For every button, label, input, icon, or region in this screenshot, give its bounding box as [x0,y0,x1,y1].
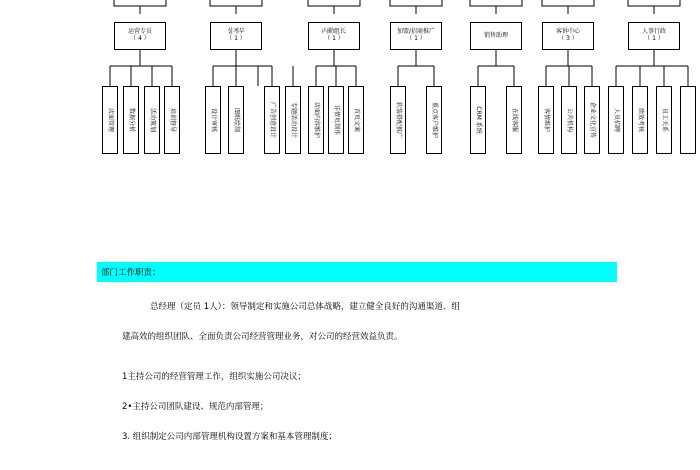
org-leaf [538,86,554,154]
org-leaf-label: 企业文化宣传 [589,101,596,139]
org-leaf [123,86,139,154]
org-leaf [102,86,118,154]
section-title-highlight [97,262,617,282]
org-node-level2 [308,22,360,50]
org-leaf [348,86,364,154]
org-leaf [561,86,577,154]
org-node-count: （ 1 ） [324,35,344,42]
org-leaf [584,86,600,154]
org-leaf [390,86,406,154]
org-leaf-label: 详情页制作 [333,104,340,136]
paragraph: 总经理（定员 1人）：领导制定和实施公司总体战略，建立健全良好的沟通渠道、组 [150,302,460,312]
org-leaf-label: 公共机构 [566,107,573,133]
org-node-count: （ 4 ） [130,35,150,42]
org-node-count: （ 3 ） [558,35,578,42]
org-leaf-label: 员工关系 [661,107,668,133]
org-node-count: （ 1 ） [226,35,246,42]
org-leaf-label: 在线客服 [511,107,518,133]
org-node-label: 客诉中心 [555,28,580,36]
org-leaf [285,86,301,154]
section-title: 部门工作职责： [101,268,161,278]
org-leaf [144,86,160,154]
paragraph: 建高效的组织团队、全面负责公司经营管理业务，对公司的经营效益负责。 [122,332,403,342]
paragraph: 3. 组织制定公司内部管理机构设置方案和基本管理制度； [122,432,337,442]
org-node-label: 설계부 [227,28,245,36]
org-leaf-label: 培训督导 [169,107,176,133]
org-leaf-label: 店面管理 [107,107,114,133]
org-leaf-label: 客情维护 [543,107,550,133]
paragraph: 1主持公司的经营管理工作，组织实施公司决议； [122,372,306,382]
org-leaf-label: CRM 系统 [475,106,482,134]
org-leaf [632,86,648,154]
org-leaf [164,86,180,154]
org-leaf-label: 软装搭配推广 [395,101,402,139]
org-node-label: 加盟/招商推广 [396,28,436,36]
org-node-level2 [542,22,594,50]
org-leaf [264,86,280,154]
org-chart [0,0,700,175]
org-leaf-label: 人员招聘 [613,107,620,133]
org-leaf [608,86,624,154]
org-node-level2 [470,22,522,50]
org-leaf-label: 活动策划 [149,107,156,133]
org-leaf [506,86,522,154]
org-leaf-label: 首页文案 [353,107,360,133]
org-leaf-label: 设计审核 [210,107,217,133]
org-node-level2 [114,22,166,50]
org-node-level2 [210,22,262,50]
org-leaf-label: 专题活动设计 [290,101,297,139]
org-node-level2 [390,22,442,50]
org-leaf [308,86,324,154]
org-node-level2 [628,22,680,50]
org-node-count: （ 1 ） [644,35,664,42]
org-leaf [328,86,344,154]
org-leaf [228,86,244,154]
org-leaf [426,86,442,154]
org-leaf-label: 图纸绘制 [233,107,240,133]
org-leaf [205,86,221,154]
org-leaf [680,86,696,154]
org-leaf [470,86,486,154]
org-leaf-label: 广告创意设计 [269,101,276,139]
org-leaf-label: 店面内容维护 [313,101,320,139]
org-node-label: 内勤组长 [321,28,346,36]
org-leaf-label: 数据分析 [128,107,135,133]
org-node-count: （ 1 ） [406,35,426,42]
org-node-label: 人事行政 [641,28,666,36]
org-node-label: 销售助理 [483,31,508,39]
org-leaf-label: 重点客户维护 [431,101,438,139]
org-leaf-label: 绩效考核 [637,107,644,133]
org-leaf [656,86,672,154]
org-node-label: 运营专员 [127,28,152,36]
paragraph: 2•主持公司团队建设、规范内部管理； [122,402,269,412]
